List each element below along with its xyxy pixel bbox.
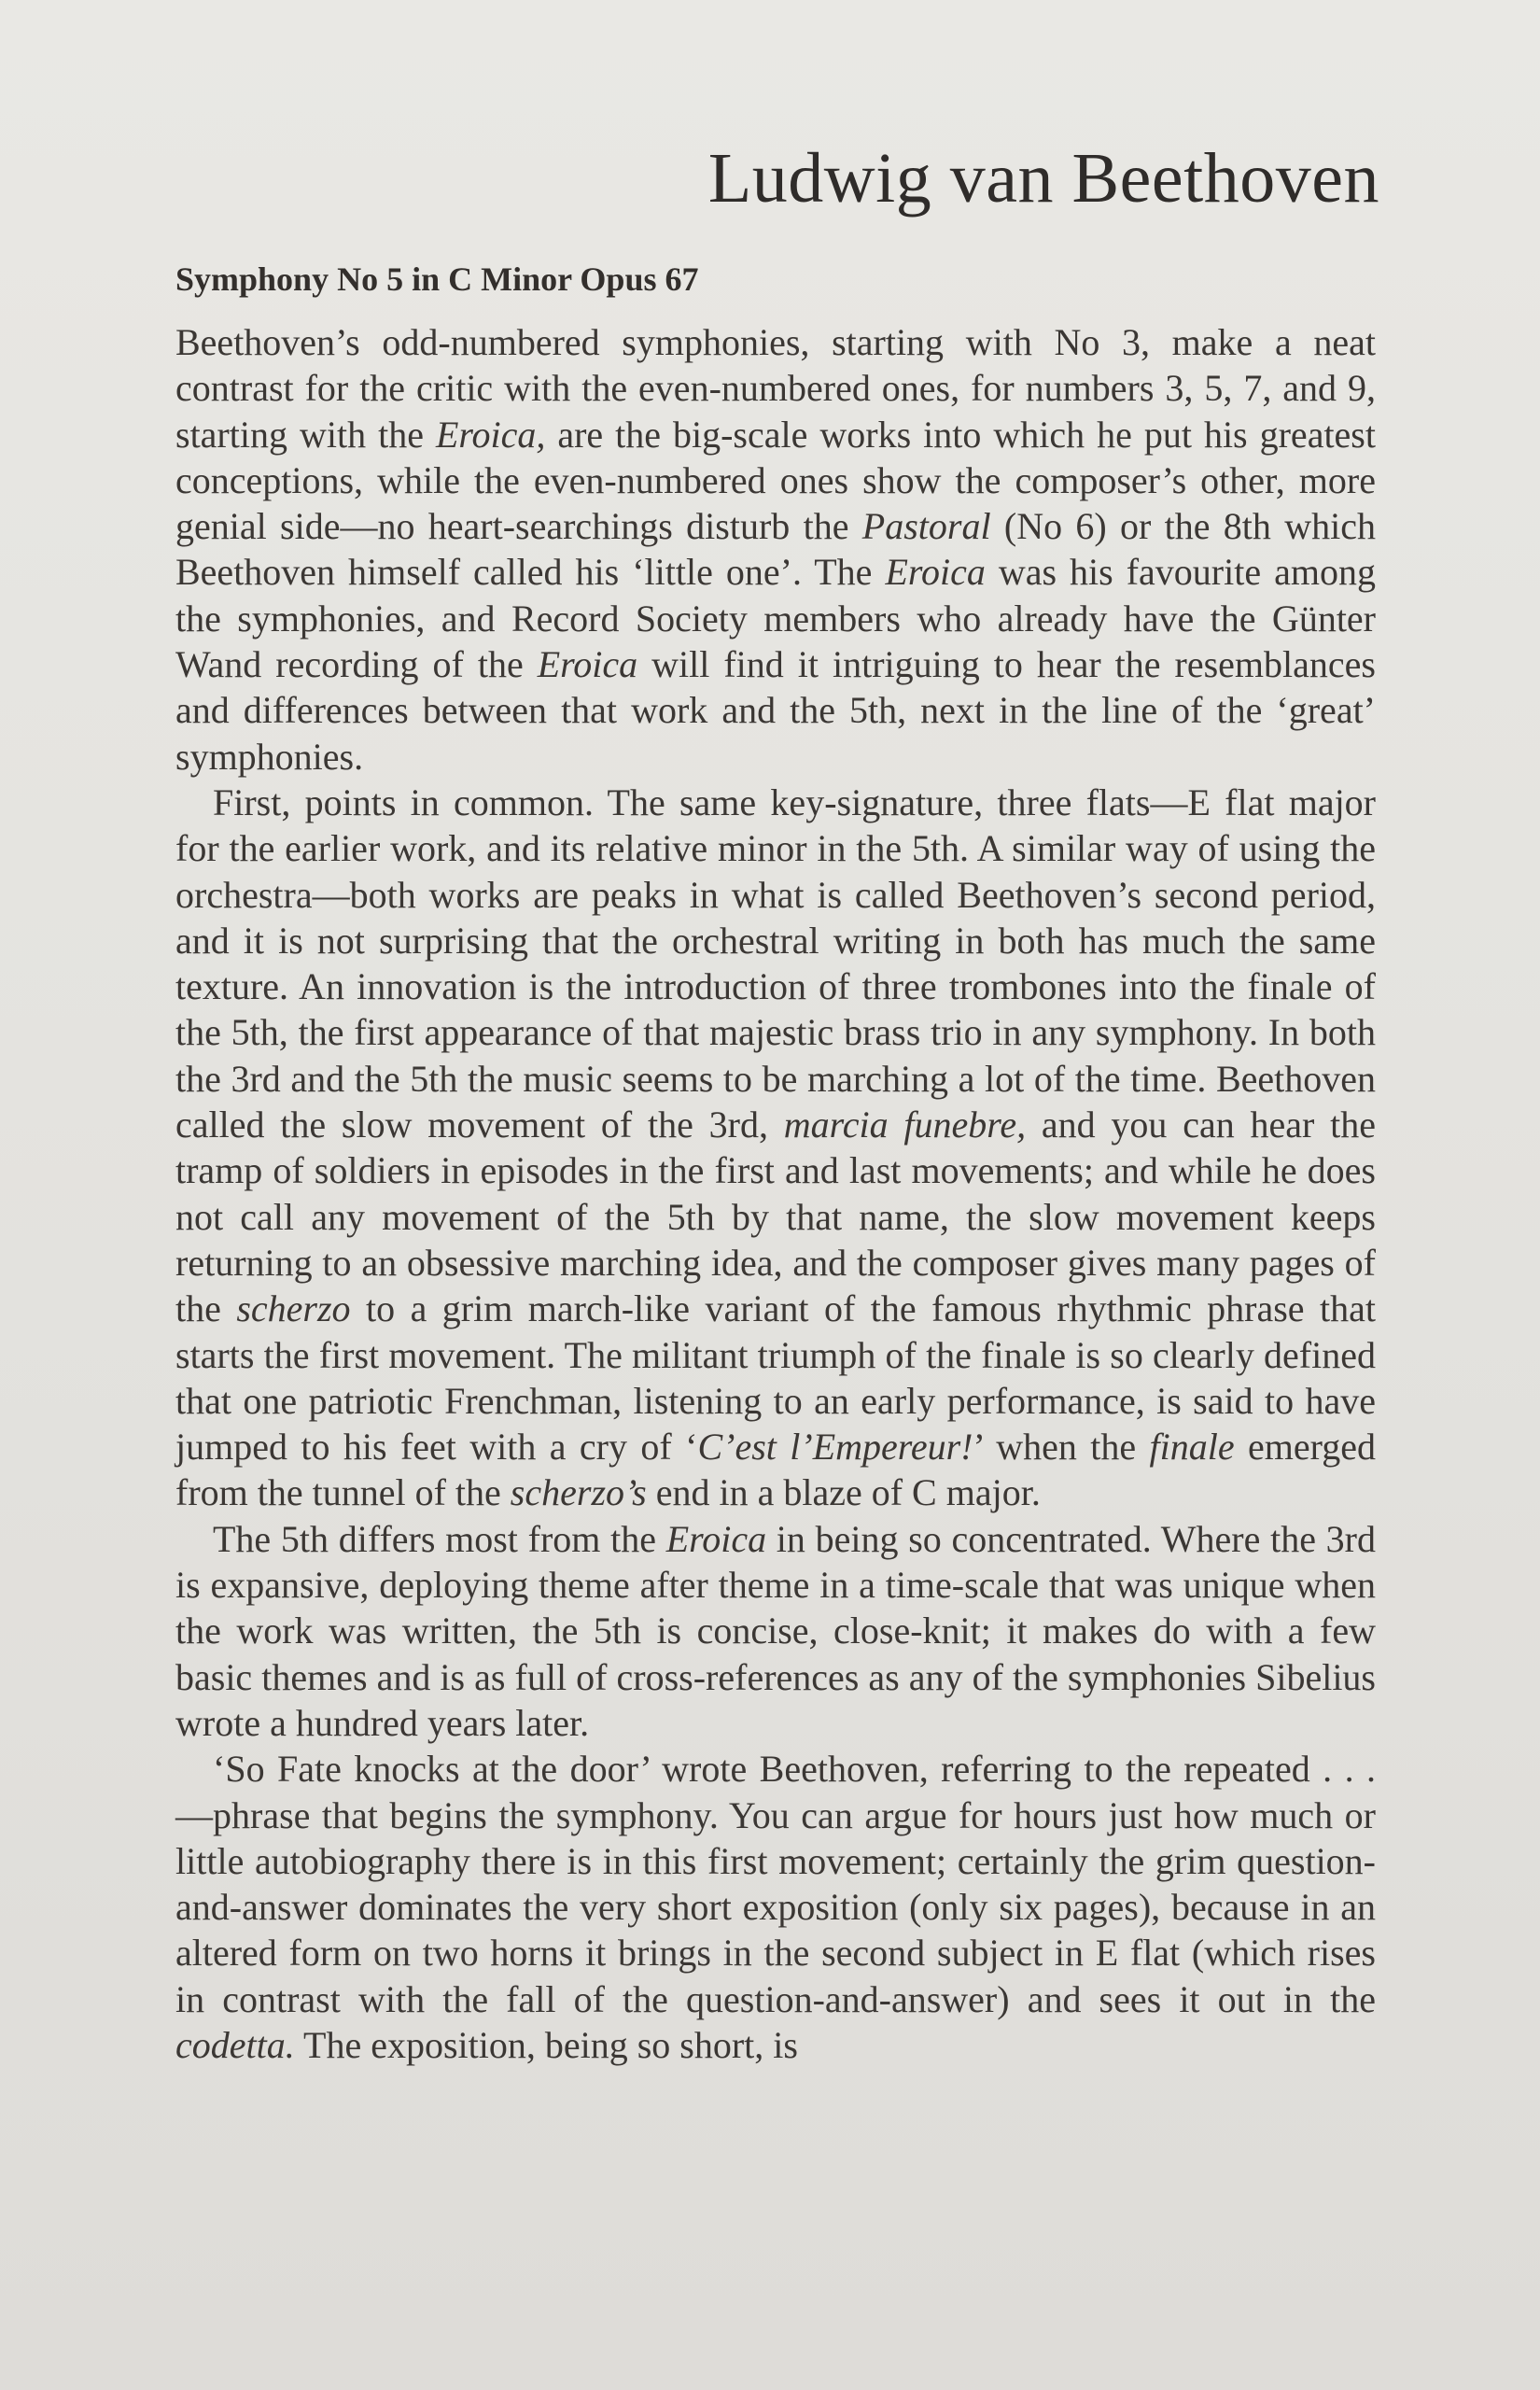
- italic-run: scherzo’s: [510, 1471, 647, 1514]
- italic-run: Eroica: [537, 643, 638, 686]
- paragraph: [175, 780, 1376, 1516]
- page-title: Ludwig van Beethoven: [707, 139, 1379, 218]
- italic-run: Pastoral: [861, 505, 991, 548]
- italic-run: marcia funebre,: [783, 1104, 1027, 1146]
- text-run: Beethoven’s odd-numbered symphonies, starting with No 3, make a neat contrast for the critic with the even-numbered ones, for numbers 3, 5, 7, and 9, starting with the: [175, 321, 1376, 456]
- text-run: and you can hear the tramp of soldiers in episodes in the first and last movements; and while he does not call any movement of the 5th by that name, the slow movement keeps returning to an obsessive marching idea, and the composer gives many pages of the: [175, 1104, 1376, 1330]
- italic-run: scherzo: [236, 1287, 351, 1330]
- italic-run: codetta.: [175, 2023, 295, 2066]
- text-run: First, points in common. The same key-signature, three flats—E flat major for the earlier work, and its relative minor in the 5th. A similar way of using the orchestra—both works are peaks in what is called Beethoven’s second period, and it is not surprising that the orchestral writing in both has much the same texture. An innovation is the introduction of three trombones into the finale of the 5th, the first appearance of that majestic brass trio in any symphony. In both the 3rd and the 5th the music seems to be marching a lot of the time. Beethoven called the slow movement of the 3rd,: [175, 780, 1376, 1146]
- paragraph: [175, 1516, 1376, 1746]
- text-run: in being so concentrated. Where the 3rd is expansive, deploying theme after theme in a time-scale that was unique when the work was written, the 5th is concise, close-knit; it makes do with a few basic themes and is as full of cross-references as any of the symphonies Sibelius wrote a hundred years later.: [175, 1517, 1376, 1744]
- text-run: was his favourite among the symphonies, and Record Society members who already have the Günter Wand recording of the: [175, 551, 1376, 686]
- text-run: The 5th differs most from the: [213, 1517, 666, 1560]
- text-run: emerged from the tunnel of the: [175, 1426, 1377, 1514]
- italic-run: finale: [1149, 1426, 1235, 1469]
- text-run: end in a blaze of C major.: [646, 1471, 1041, 1514]
- text-run: (No 6) or the 8th which Beethoven himself called his ‘little one’. The: [175, 505, 1376, 594]
- text-run: ‘So Fate knocks at the door’ wrote Beethoven, referring to the repeated . . . —phrase that begins the symphony. You can argue for hours just how much or little autobiography there is in this first movement; certainly the grim question-and-answer dominates the very short exposition (only six pages), because in an altered form on two horns it brings in the second subject in E flat (which rises in contrast with the fall of the question-and-answer) and sees it out in the: [175, 1748, 1376, 2020]
- italic-run: Eroica: [665, 1517, 767, 1560]
- paragraph: [175, 1746, 1376, 2068]
- text-run: will find it intriguing to hear the resemblances and differences between that work and the 5th, next in the line of the ‘great’ symphonies.: [175, 643, 1376, 778]
- text-run: The exposition, being so short, is: [294, 2023, 798, 2066]
- italic-run: Eroica: [885, 551, 986, 594]
- text-run: ’ when the: [973, 1426, 1150, 1469]
- italic-run: Eroica,: [435, 413, 546, 456]
- text-run: are the big-scale works into which he put his greatest conceptions, while the even-numbered ones show the composer’s other, more genial side—no heart-searchings disturb the: [175, 413, 1376, 548]
- text-run: to a grim march-like variant of the famous rhythmic phrase that starts the first movement. The militant triumph of the finale is so clearly defined that one patriotic Frenchman, listening to an early performance, is said to have jumped to his feet with a cry of ‘: [175, 1287, 1376, 1469]
- paragraph: [175, 319, 1376, 780]
- section-heading: Symphony No 5 in C Minor Opus 67: [175, 260, 699, 298]
- text-column: [175, 260, 1376, 2068]
- italic-run: C’est l’Empereur!: [697, 1426, 973, 1469]
